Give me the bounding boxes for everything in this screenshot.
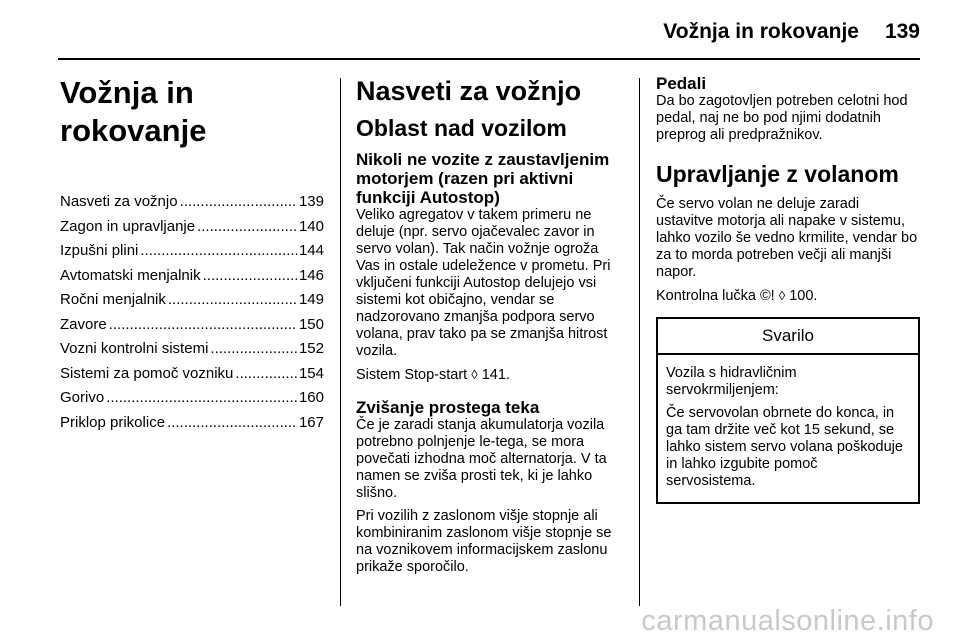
toc-entry-page: 154: [298, 364, 324, 382]
warning-title: Svarilo: [658, 319, 918, 355]
topic-heading: Nikoli ne vozite z zaustavljenim motorjem (razen pri aktivni funkciji Autostop): [356, 150, 610, 207]
toc-entry-page: 140: [298, 217, 324, 235]
paragraph: Če je zaradi stanja akumulatorja vozila potrebno polnjenje le-tega, se mora povečati izhodna moč alternatorja. V ta namen se zviša prosti tek, ki je lahko slišno.: [356, 417, 607, 501]
cross-reference: [356, 366, 624, 384]
toc-leader-dots: [180, 190, 297, 214]
chapter-toc-column: [60, 74, 324, 435]
toc-entry[interactable]: [60, 362, 324, 386]
subsection-title: Oblast nad vozilom: [356, 115, 567, 141]
section-title: Nasveti za vožnjo: [356, 76, 582, 106]
toc-entry-page: 149: [298, 291, 324, 308]
warning-box: [656, 317, 920, 504]
toc-entry-label: Avtomatski menjalnik: [60, 266, 201, 284]
page-ref-icon: ◊: [778, 288, 786, 303]
ref-page: 100.: [789, 288, 818, 304]
toc-entry-page: 146: [298, 266, 324, 284]
toc-entry-label: Zavore: [60, 315, 107, 333]
page-number: 139: [884, 20, 920, 43]
toc-entry-label: Sistemi za pomoč vozniku: [60, 364, 234, 382]
chapter-title: Vožnja in rokovanje: [60, 75, 207, 148]
ref-page: 141.: [481, 367, 510, 383]
ref-text: Sistem Stop-start: [356, 367, 468, 383]
toc-entry[interactable]: [60, 337, 324, 361]
header-rule: [58, 58, 920, 60]
toc-leader-dots: [197, 215, 297, 239]
toc-leader-dots: [140, 239, 297, 263]
page-header: [663, 20, 920, 44]
paragraph: Vozila s hidravličnim servokrmiljenjem:: [666, 365, 797, 398]
topic-heading: Zvišanje prostega teka: [356, 398, 540, 417]
warning-body: [658, 355, 918, 502]
toc-leader-dots: [167, 411, 297, 435]
toc-entry-page: 139: [298, 193, 324, 210]
subsection-title: Upravljanje z volanom: [656, 161, 899, 187]
toc-entry-label: Ročni menjalnik: [60, 291, 166, 308]
toc-entry[interactable]: [60, 313, 324, 337]
driving-tips-column: [356, 74, 624, 582]
toc-entry-label: Gorivo: [60, 389, 105, 406]
toc-leader-dots: [168, 288, 297, 312]
toc-entry-page: 167: [298, 413, 324, 431]
toc-leader-dots: [210, 337, 297, 361]
toc-entry[interactable]: [60, 411, 324, 435]
toc-entry[interactable]: [60, 288, 324, 312]
cross-reference: [656, 287, 920, 305]
toc-entry[interactable]: [60, 239, 324, 263]
toc-leader-dots: [235, 362, 297, 386]
toc-entry[interactable]: [60, 264, 324, 288]
toc-leader-dots: [109, 313, 297, 337]
toc-leader-dots: [203, 264, 297, 288]
toc-entry-page: 152: [298, 340, 324, 357]
toc-entry-label: Priklop prikolice: [60, 413, 166, 431]
topic-heading: Pedali: [656, 74, 707, 93]
toc-entry-label: Zagon in upravljanje: [60, 217, 196, 235]
toc-entry[interactable]: [60, 190, 324, 214]
paragraph: Če servovolan obrnete do konca, in ga tam držite več kot 15 sekund, se lahko sistem servo volana poškoduje in lahko izgubite pomoč servosistema.: [666, 405, 903, 489]
toc-entry-page: 144: [298, 242, 324, 259]
paragraph: Veliko agregatov v takem primeru ne deluje (npr. servo ojačevalec zavor in servo volan). Tak način vožnje ogroža Vas in ostale udeležence v prometu. Pri vključeni funkciji Autostop delujejo vsi sistemi kot običajno, vendar se nadzorovano zmanjša podpora servo volana, prav tako pa se zmanjša hitrost vozila.: [356, 207, 611, 359]
paragraph: Pri vozilih z zaslonom višje stopnje ali kombiniranim zaslonom višje stopnje se na voznikovem informacijskem zaslonu prikaže sporočilo.: [356, 508, 612, 575]
toc-entry-page: 160: [298, 389, 324, 406]
steering-column: [656, 74, 920, 504]
steering-warning-icon: ©!: [759, 288, 775, 304]
toc-entry[interactable]: [60, 215, 324, 239]
toc-entry[interactable]: [60, 386, 324, 410]
toc-list: [60, 190, 324, 435]
toc-entry-label: Vozni kontrolni sistemi: [60, 340, 209, 357]
toc-entry-label: Izpušni plini: [60, 242, 139, 259]
paragraph: Če servo volan ne deluje zaradi ustavitve motorja ali napake v sistemu, lahko vozilo še vedno krmilite, vendar bo za to morda potreben večji ali manjši napor.: [656, 196, 918, 280]
header-title: Vožnja in rokovanje: [663, 20, 859, 43]
column-divider: [639, 78, 640, 606]
toc-leader-dots: [106, 386, 297, 410]
column-divider: [340, 78, 341, 606]
watermark: carmanualsonline.info: [641, 605, 934, 637]
page-ref-icon: ◊: [471, 367, 478, 382]
ref-text: Kontrolna lučka: [656, 288, 756, 304]
paragraph: Da bo zagotovljen potreben celotni hod pedal, naj ne bo pod njimi dodatnih preprog ali predpražnikov.: [656, 93, 908, 143]
toc-entry-label: Nasveti za vožnjo: [60, 193, 178, 210]
toc-entry-page: 150: [298, 315, 324, 333]
